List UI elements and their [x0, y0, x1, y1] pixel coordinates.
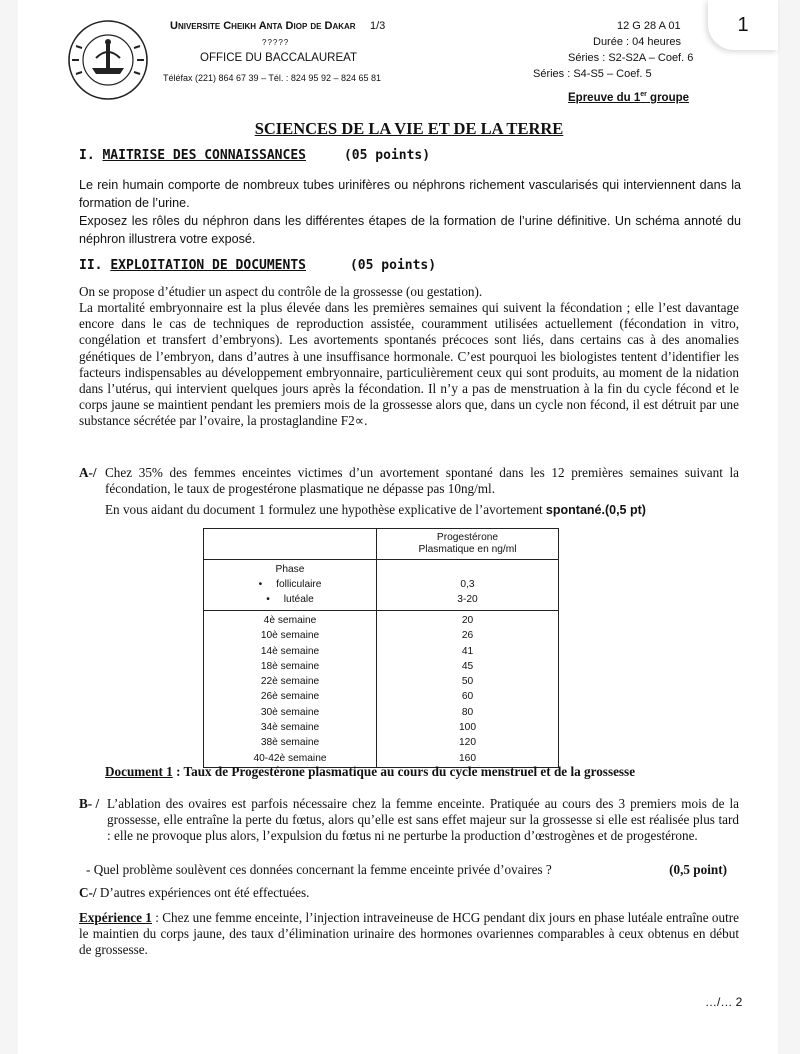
week-label: 10è semaine — [260, 630, 320, 642]
page-fraction: 1/3 — [370, 20, 386, 32]
partA-label: A-/ — [79, 465, 97, 480]
week-label: 26è semaine — [260, 691, 320, 703]
partB-text: L’ablation des ovaires est parfois nécessaire chez la femme enceinte. Pratiquée au cours des 3 premiers mois de la grossesse, elle entraîne la perte du fœtus, alors qu’elle est sans effet majeur sur la grossesse si elle est réalisée plus tard : elle ne provoque plus alors, l’expulsion du fœtus ni ne perturbe la production d’œstrogènes et de progestérone. — [107, 796, 739, 844]
partB-label: B- / — [79, 796, 100, 811]
phase-item: • folliculaire — [258, 579, 322, 590]
section2-intro: On se propose d’étudier un aspect du contrôle de la grossesse (ou gestation). — [79, 284, 483, 299]
experience1-paragraph: Expérience 1 : Chez une femme enceinte, l’injection intraveineuse de HCG pendant dix jours en phase lutéale entraîne outre le maintien du corps jaune, des taux d’élimination urinaire des hormones ovariennes comparables à ceux obtenus en début de grossesse. — [79, 910, 739, 958]
section2-paragraph: La mortalité embryonnaire est la plus élevée dans les premières semaines qui suivent la fécondation ; elle l’est davantage encore dans le cas de techniques de reproduction assistée, couramment utilisées actuellement (fécondation in vitro, congélation et transfert d’embryons). Les avortements spontanés précoces sont liés, dans certains cas à des anomalies génétiques de l’embryon, dans d’autres à une insuffisance hormonale. C’est pourquoi les biologistes tentent d’identifier les facteurs indispensables au développement embryonnaire, particulièrement ceux qui sont produits, au moment de la nidation dans l’utérus, qui intervient quelques jours après la fécondation. Il n’y a pas de menstruation à la fin du cycle fécond et le corps jaune se maintient pendant les premiers mois de la grossesse alors que, dans un cycle non fécond, il est détruit par une substance sécrétée par l’ovaire, la prostaglandine F2∝. — [79, 300, 739, 429]
partA-text: Chez 35% des femmes enceintes victimes d’un avortement spontané dans les 12 premières semaines suivant la fécondation, le taux de progestérone plasmatique ne dépasse pas 10ng/ml. — [105, 465, 739, 497]
week-label: 18è semaine — [260, 660, 320, 672]
university-seal-logo — [62, 18, 154, 102]
section1-paragraph-1: Le rein humain comporte de nombreux tubes urinifères ou néphrons richement vascularisés qui interviennent dans la formation de l’urine. — [79, 178, 741, 210]
page-number-badge: 1 — [708, 0, 778, 50]
phase-item: • lutéale — [266, 594, 314, 605]
partB-question: - Quel problème soulèvent ces données concernant la femme enceinte privée d’ovaires ? (0,5 point) — [86, 862, 727, 877]
header-symbols: ????? — [262, 38, 290, 47]
document-caption: Document 1 : Taux de Progestérone plasmatique au cours du cycle menstruel et de la grossesse — [105, 764, 636, 779]
week-value: 20 — [461, 615, 474, 626]
section1-heading: I. MAITRISE DES CONNAISSANCES (05 points) — [79, 148, 431, 163]
university-name: Universite Cheikh Anta Diop de Dakar — [170, 20, 356, 32]
exam-duration: Durée : 04 heures — [593, 36, 682, 48]
contact-line: Téléfax (221) 864 67 39 – Tél. : 824 95 92 – 824 65 81 — [163, 73, 381, 83]
table-row-weeks — [204, 611, 559, 768]
week-value: 80 — [461, 706, 474, 718]
table-row-phases — [204, 560, 559, 611]
phase-value: 3-20 — [457, 594, 478, 605]
progesterone-table — [203, 528, 559, 768]
week-value: 50 — [461, 676, 474, 688]
week-label: 40-42è semaine — [253, 752, 327, 764]
week-value: 41 — [461, 645, 474, 657]
week-label: 22è semaine — [260, 676, 320, 688]
exam-series-1: Séries : S2-S2A – Coef. 6 — [568, 52, 694, 64]
week-label: 30è semaine — [260, 706, 320, 718]
partC: C-/ D’autres expériences ont été effectuées. — [79, 885, 310, 900]
exam-series-2: Séries : S4-S5 – Coef. 5 — [533, 68, 652, 80]
table-header-col2-line1: Progestérone — [436, 532, 499, 543]
week-label: 4è semaine — [263, 615, 317, 626]
week-value: 26 — [461, 630, 474, 642]
week-value: 100 — [459, 722, 476, 734]
week-value: 60 — [461, 691, 474, 703]
table-header-row — [204, 529, 559, 560]
phase-label: Phase — [275, 564, 305, 575]
week-label: 14è semaine — [260, 645, 320, 657]
week-value: 120 — [459, 737, 476, 749]
week-value: 45 — [461, 660, 474, 672]
week-label: 34è semaine — [260, 722, 320, 734]
page-footer: …/… 2 — [705, 995, 743, 1009]
table-header-col2-line2: Plasmatique en ng/ml — [418, 544, 517, 555]
section2-heading: II. EXPLOITATION DE DOCUMENTS (05 points) — [79, 258, 437, 273]
phase-value: 0,3 — [460, 579, 475, 590]
exam-session: Epreuve du 1er groupe — [568, 91, 690, 104]
section1-paragraph-2: Exposez les rôles du néphron dans les différentes étapes de la formation de l’urine définitive. Un schéma annoté du néphron illustrera votre exposé. — [79, 214, 741, 246]
exam-title: SCIENCES DE LA VIE ET DE LA TERRE — [254, 119, 564, 138]
week-label: 38è semaine — [260, 737, 320, 749]
partA-question: En vous aidant du document 1 formulez une hypothèse explicative de l’avortement spontané.(0,5 pt) — [105, 502, 646, 517]
office-name: OFFICE DU BACCALAUREAT — [200, 52, 357, 64]
week-value: 160 — [459, 752, 476, 764]
exam-code: 12 G 28 A 01 — [617, 20, 681, 32]
